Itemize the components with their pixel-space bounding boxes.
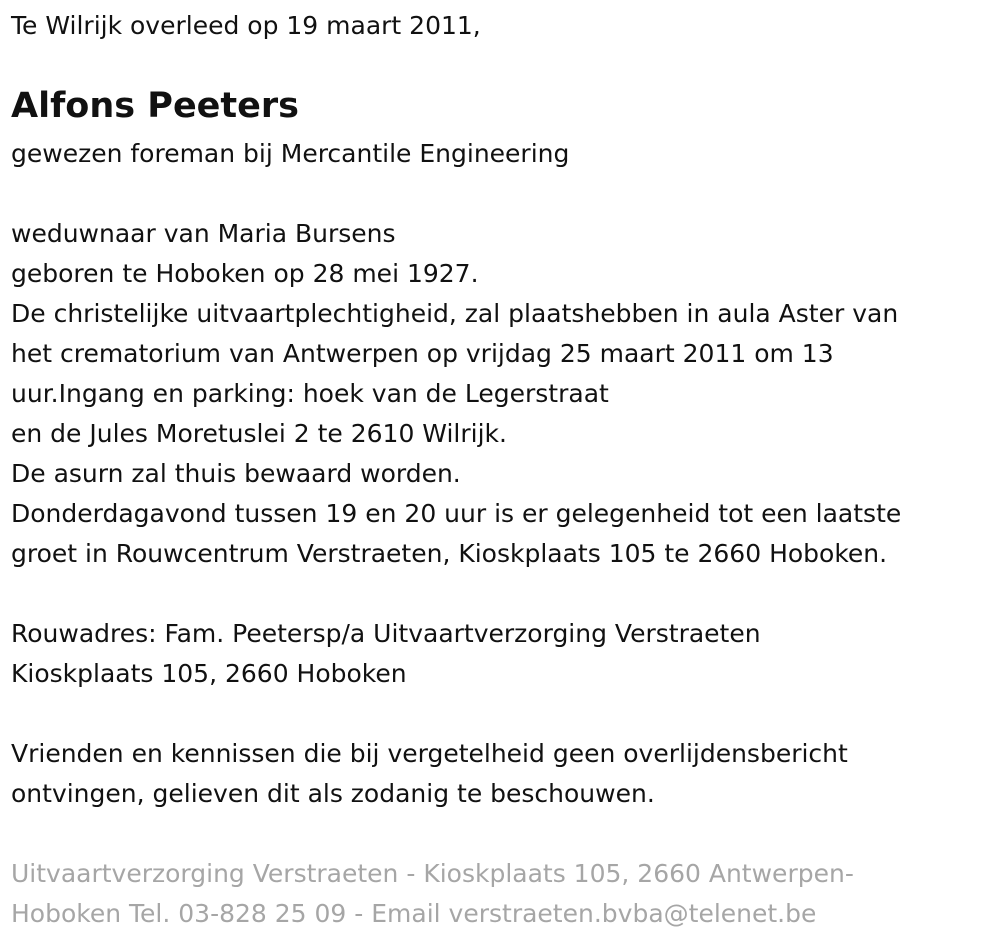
details-line: en de Jules Moretuslei 2 te 2610 Wilrijk. — [11, 419, 507, 448]
details-line: De asurn zal thuis bewaard worden. — [11, 459, 461, 488]
details-line: groet in Rouwcentrum Verstraeten, Kioskplaats 105 te 2660 Hoboken. — [11, 539, 888, 568]
details-block — [11, 214, 901, 574]
occupation-block — [11, 134, 569, 174]
details-line: De christelijke uitvaartplechtigheid, zal plaatshebben in aula Aster van — [11, 299, 899, 328]
footer-line: Uitvaartverzorging Verstraeten - Kioskplaats 105, 2660 Antwerpen- — [11, 859, 854, 888]
address-line: Rouwadres: Fam. Peetersp/a Uitvaartverzorging Verstraeten — [11, 619, 761, 648]
footer-line: Hoboken Tel. 03-828 25 09 - Email verstraeten.bvba@telenet.be — [11, 899, 817, 928]
details-line: geboren te Hoboken op 28 mei 1927. — [11, 259, 479, 288]
address-line: Kioskplaats 105, 2660 Hoboken — [11, 659, 407, 688]
details-line: het crematorium van Antwerpen op vrijdag 25 maart 2011 om 13 — [11, 339, 834, 368]
details-line: Donderdagavond tussen 19 en 20 uur is er gelegenheid tot een laatste — [11, 499, 902, 528]
intro-line: Te Wilrijk overleed op 19 maart 2011, — [11, 11, 481, 40]
deceased-name: Alfons Peeters — [11, 86, 299, 126]
closing-line: ontvingen, gelieven dit als zodanig te beschouwen. — [11, 779, 655, 808]
occupation-line: gewezen foreman bij Mercantile Engineering — [11, 139, 570, 168]
funeral-home-footer — [11, 854, 854, 934]
details-line: uur.Ingang en parking: hoek van de Legerstraat — [11, 379, 609, 408]
closing-block — [11, 734, 848, 814]
mourning-address-block — [11, 614, 761, 694]
details-line: weduwnaar van Maria Bursens — [11, 219, 396, 248]
closing-line: Vrienden en kennissen die bij vergetelheid geen overlijdensbericht — [11, 739, 848, 768]
